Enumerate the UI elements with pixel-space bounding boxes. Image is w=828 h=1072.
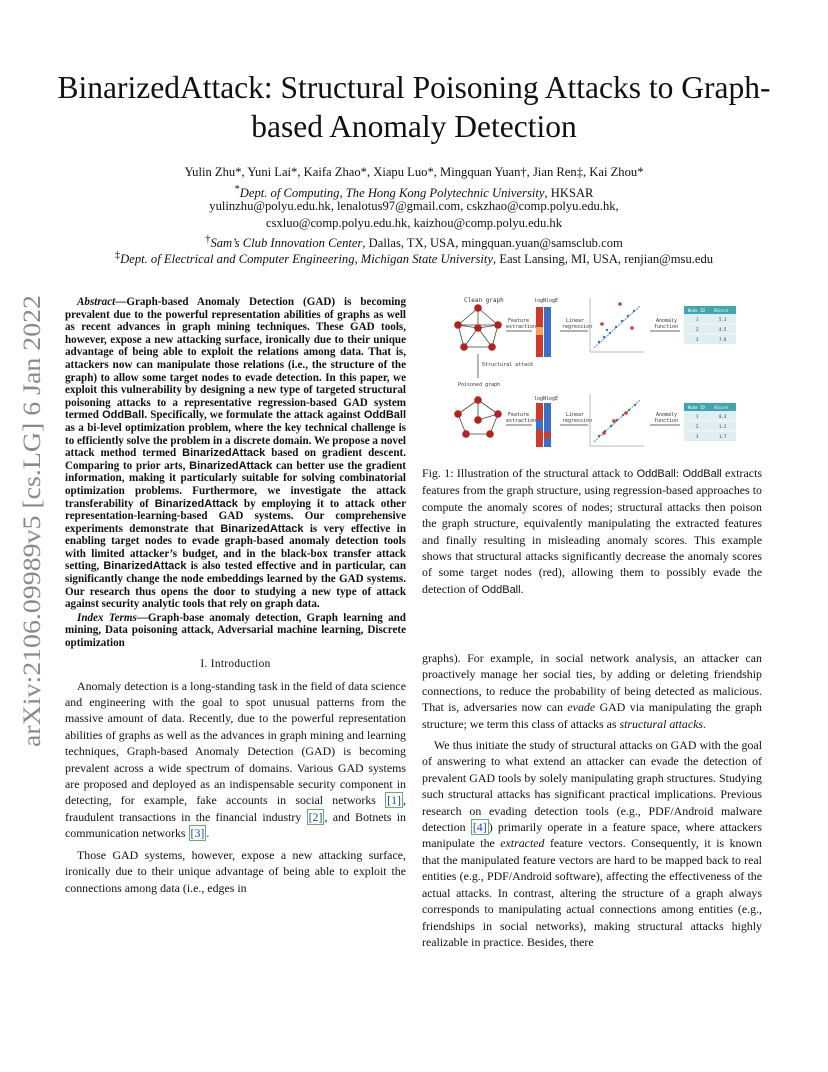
oddball-term: OddBall <box>102 409 145 422</box>
table-cell: 1 <box>696 414 699 419</box>
binarizedattack-term: BinarizedAttack <box>103 560 187 573</box>
affiliation-2: †Sam’s Club Innovation Center, Dallas, TX, USA, mingquan.yuan@samsclub.com <box>205 234 623 251</box>
table-cell: 2 <box>696 327 699 332</box>
body-emphasis: evade <box>567 700 596 715</box>
body-text: ) primarily operate in a feature space, where attackers manipulate the <box>422 820 762 851</box>
linear-regression-label: regression <box>562 324 593 330</box>
abstract-label: Abstract <box>77 296 116 308</box>
body-text: feature vectors. Consequently, it is known that the manipulated feature vectors are hard to be mapped back to real entities (e.g., PDF/Android software), affecting the effectiveness of the actual attacks. In contrast, altering the structure of a graph always corresponds to manipulating actual connections among entities (e.g., friendships in social networks), making structural attacks highly realizable in practice. Besides, there <box>422 836 762 949</box>
clean-score-table <box>684 306 736 344</box>
anomaly-function-label: function <box>654 418 679 424</box>
linear-regression-label: Linear <box>566 412 585 418</box>
caption-text: extracts features from the graph structure, using regression-based approaches to compute the anomaly scores of nodes; structural attacks then poison the graph structure, equivalently manipulating the extracted features and finally resulting in misleading anomaly scores. This example shows that structural attacks significantly decrease the anomaly scores of some target nodes (red), allowing them to possibly evade the detection of <box>422 466 763 596</box>
figure-1 <box>444 292 774 454</box>
body-text: We thus initiate the study of structural attacks on GAD with the goal of answering to what extend an attacker can evade the detection of prevalent GAD tools by solely manipulating graph structures. Studying such structural attacks has significant practical implications. Previous research on evading detection tools (e.g., PDF/Android malware detection <box>422 738 762 835</box>
body-emphasis: structural attacks <box>619 716 704 731</box>
linear-regression-label: regression <box>562 418 593 424</box>
regression-plot <box>590 298 644 352</box>
intro-body <box>65 678 406 896</box>
table-cell: 3 <box>696 337 699 342</box>
oddball-term: OddBall <box>636 468 676 480</box>
table-cell: 4.5 <box>719 327 727 332</box>
abstract-text: based on gradient descent. Comparing to prior arts, <box>65 447 406 472</box>
table-header: AScore <box>714 308 729 313</box>
intro-paragraph-1 <box>65 678 406 842</box>
intro-text: . <box>206 826 210 841</box>
left-column <box>65 296 406 901</box>
body-text: . <box>703 716 707 731</box>
body-emphasis: extracted <box>500 836 545 851</box>
figure-diagram <box>444 292 774 454</box>
poisoned-graph-nodes <box>454 396 502 438</box>
structural-attack-label: Structural attack <box>482 362 534 368</box>
affiliation-2-org: Sam’s Club Innovation Center <box>210 236 363 251</box>
citation-link[interactable]: [1] <box>387 793 402 808</box>
caption-text: Fig. 1: Illustration of the structural attack to <box>422 466 637 480</box>
anomaly-function-label: function <box>654 324 679 330</box>
abstract-text: —Graph-based Anomaly Detection (GAD) is becoming prevalent due to the powerful representation abilities of graphs as well as recent advances in graph mining techniques. These GAD tools, however, expose a new attacking surface, ironically due to their unique advantage of being able to exploit the relations among data. That is, attackers now can manipulate those relations (i.e., the structure of the graph) to allow some target nodes to evade detection. In this paper, we exploit this vulnerability by designing a new type of targeted structural poisoning attacks to a representative regression-based GAD system termed <box>65 296 406 422</box>
figure-caption <box>422 465 762 598</box>
table-cell: 0.3 <box>719 414 727 419</box>
index-terms-label: Index Terms <box>77 611 137 624</box>
citation-link[interactable]: [2] <box>308 809 323 824</box>
binarizedattack-term: BinarizedAttack <box>220 522 304 535</box>
intro-text: Anomaly detection is a long-standing task in the field of data science and engineering with the goal to spot unusual patterns from the massive amount of data. Recently, due to the powerful representation abilities of graphs as well as the advances in graph mining and learning techniques, Graph-based Anomaly Detection (GAD) is becoming prevalent across a wide spectrum of domains. Various GAD systems are proposed and deployed as an indispensable security component in detecting, for example, fake accounts in social networks <box>65 678 406 808</box>
right-paragraph-1 <box>422 650 762 732</box>
linear-regression-label: Linear <box>566 318 585 324</box>
arxiv-identifier: arXiv:2106.09989v5 [cs.LG] 6 Jan 2022 <box>19 341 46 747</box>
poisoned-regression-plot <box>590 394 644 446</box>
emails-line-1: yulinzhu@polyu.edu.hk, lenalotus97@gmail.com, cskzhao@comp.polyu.edu.hk, <box>209 199 619 213</box>
oddball-term: OddBall <box>363 409 406 422</box>
binarizedattack-term: BinarizedAttack <box>189 459 273 472</box>
clean-graph-nodes <box>454 304 502 351</box>
caption-text: : <box>675 466 683 480</box>
intro-text: , fraudulent transactions in the financial industry <box>65 793 406 824</box>
paper-title: BinarizedAttack: Structural Poisoning Attacks to Graph-based Anomaly Detection <box>57 70 771 144</box>
index-terms-text: —Graph-base anomaly detection, Graph learning and mining, Data poisoning attack, Adversarial machine learning, Discrete optimization <box>65 611 406 650</box>
anomaly-function-label: Anomaly <box>656 412 678 418</box>
right-body <box>422 650 762 955</box>
abstract-text: can better use the gradient information, making it particularly suitable for solving combinatorial optimization problems. Furthermore, we investigate the attack transferability of <box>65 459 406 510</box>
abstract-text: is very effective in enabling target nodes to evade graph-based anomaly detection tools with limited attacker’s budget, and in the black-box transfer attack setting, <box>65 522 406 573</box>
feature-extraction-label: extraction <box>506 418 537 424</box>
table-cell: 5.1 <box>719 317 727 322</box>
binarizedattack-term: BinarizedAttack <box>182 447 266 460</box>
right-paragraph-2 <box>422 737 762 950</box>
loglog-label: logNlogE <box>534 298 559 304</box>
poisoned-feature-matrix <box>536 403 551 447</box>
abstract-text: as a bi-level optimization problem, where the key technical challenge is to efficiently solve the problem in a discrete domain. We propose a novel attack method termed <box>65 421 406 460</box>
intro-paragraph-2: Those GAD systems, however, expose a new attacking surface, ironically due to their unique advantage of being able to exploit the connections among data (i.e., edges in <box>65 847 406 895</box>
poisoned-score-table <box>684 403 736 441</box>
abstract-text: . Specifically, we formulate the attack against <box>144 409 364 422</box>
section-heading: I. Introduction <box>200 657 271 670</box>
table-cell: 1 <box>696 317 699 322</box>
emails-line-2: csxluo@comp.polyu.edu.hk, kaizhou@comp.polyu.edu.hk <box>265 216 562 230</box>
oddball-term: OddBall <box>682 468 722 480</box>
oddball-term: OddBall <box>481 583 521 596</box>
poisoned-graph-label: Poisoned graph <box>458 382 501 388</box>
affiliation-3-dept: Dept. of Electrical and Computer Engineering <box>120 252 355 267</box>
intro-text: , and Botnets in communication networks <box>65 809 406 841</box>
affiliation-3-rest: , East Lansing, MI, USA, renjian@msu.edu <box>493 252 714 267</box>
affiliation-3: ‡Dept. of Electrical and Computer Engineering, Michigan State University, East Lansing, MI, USA, renjian@msu.edu <box>114 250 714 267</box>
table-cell: 3 <box>696 434 699 439</box>
table-cell: 7.6 <box>719 337 727 342</box>
abstract <box>65 296 406 611</box>
binarizedattack-term: BinarizedAttack <box>154 497 238 510</box>
anomaly-function-label: Anomaly <box>656 318 678 324</box>
clean-graph-label: Clean graph <box>464 297 504 304</box>
affiliation-2-rest: , Dallas, TX, USA, mingquan.yuan@samsclub.com <box>362 236 623 251</box>
abstract-text: by employing it to attack other representation-learning-based GAD systems. Our comprehensive experiments demonstrate that <box>65 497 407 535</box>
affiliation-3-univ: Michigan State University <box>360 252 494 267</box>
loglog-label: logNlogE <box>534 396 559 402</box>
table-cell: 2 <box>696 424 699 429</box>
arxiv-stamp <box>10 292 50 752</box>
table-header: Node ID <box>688 308 705 313</box>
abstract-text: is also tested effective and in particular, can significantly change the node embeddings learned by the GAD systems. Our research thus opens the door to studying a new type of attack against security analytic tools that rely on graph data. <box>65 560 406 611</box>
feature-extraction-label: extraction <box>506 324 537 330</box>
table-cell: 1.7 <box>719 434 727 439</box>
affiliation-1-dept: Dept. of Computing <box>239 186 340 201</box>
caption-text: . <box>520 581 524 596</box>
table-header: Node ID <box>688 405 705 410</box>
feature-extraction-label: Feature <box>508 318 530 324</box>
affiliation-1: *Dept. of Computing, The Hong Kong Polytechnic University, HKSAR <box>234 184 594 201</box>
affiliation-1-loc: HKSAR <box>550 186 594 201</box>
author-list: Yulin Zhu*, Yuni Lai*, Kaifa Zhao*, Xiapu Luo*, Mingquan Yuan†, Jian Ren‡, Kai Zhou* <box>184 165 644 179</box>
index-terms <box>65 612 406 650</box>
citation-link[interactable]: [3] <box>190 826 205 841</box>
feature-extraction-label: Feature <box>508 412 530 418</box>
body-text: graphs). For example, in social network analysis, an attacker can proactively manage her social ties, by adding or deleting friendship connections, to reduce the probability of being detected as malicious. That is, adversaries now can <box>422 651 762 715</box>
citation-link[interactable]: [4] <box>472 820 487 835</box>
feature-matrix <box>536 307 551 357</box>
table-header: AScore <box>714 405 729 410</box>
body-text: GAD via manipulating the graph structure; we term this class of attacks as <box>422 700 762 731</box>
table-cell: 1.2 <box>719 424 727 429</box>
affiliation-1-univ: The Hong Kong Polytechnic University <box>345 186 545 201</box>
